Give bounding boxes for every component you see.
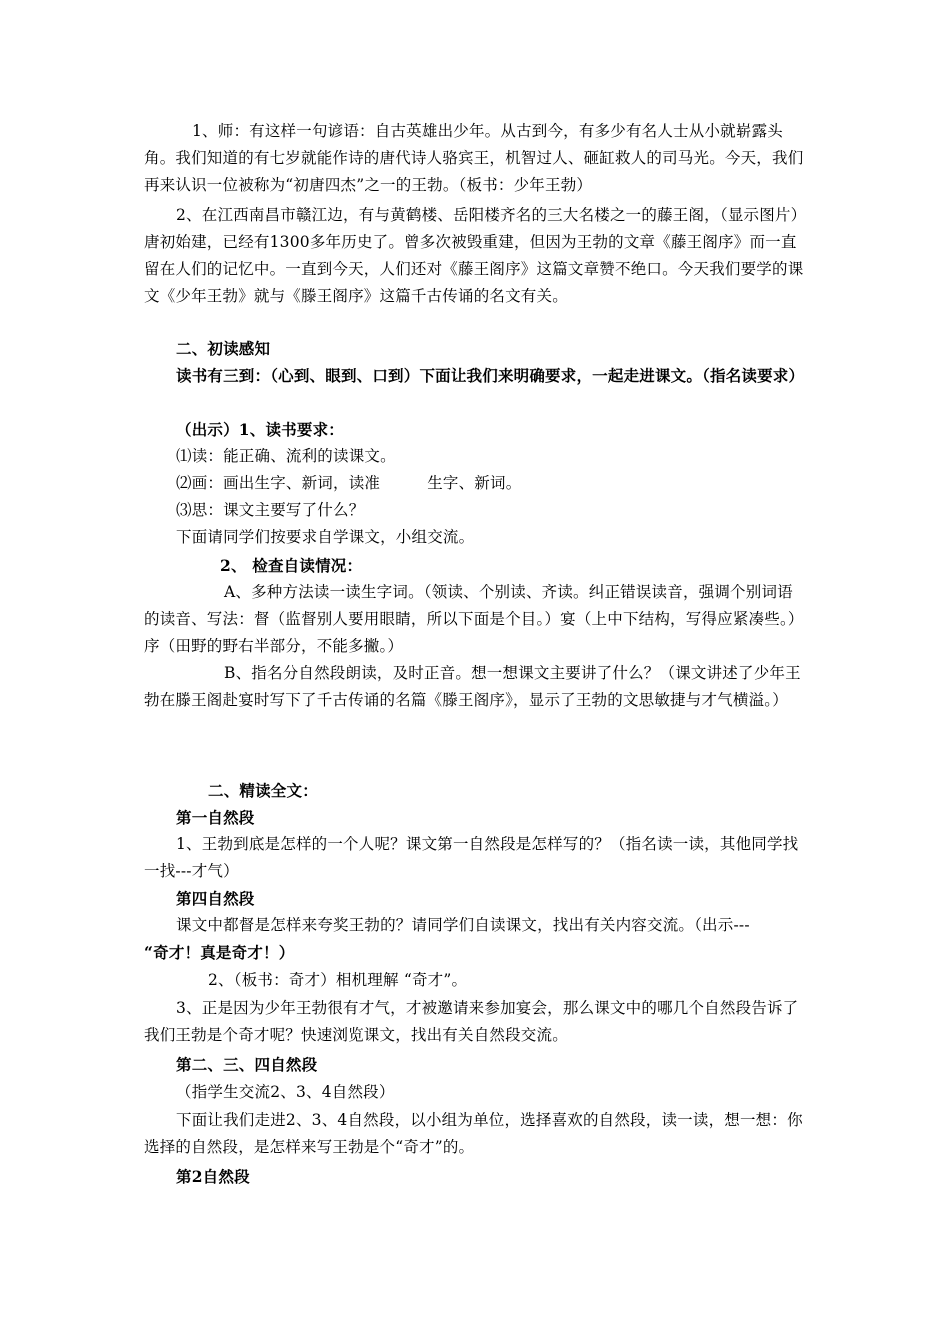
paragraph-one-question: 1、王勃到底是怎样的一个人呢？课文第一自然段是怎样写的？（指名读一读，其他同学找一找---才气） <box>144 835 799 880</box>
group-reading-instruction: 下面让我们走进2、3、4自然段，以小组为单位，选择喜欢的自然段，读一读，想一想：你选择的自然段，是怎样来写王勃是个“奇才”的。 <box>144 1111 803 1156</box>
requirement-mark: ⑵画：画出生字、新词，读准 生字、新词。 <box>176 474 522 492</box>
genius-quote: “奇才！真是奇才！） <box>144 943 295 962</box>
step-a-paragraph: A、多种方法读一读生字词。（领读、个别读、齐读。纠正错误读音，强调个别词语的读音、写法：督（监督别人要用眼睛，所以下面是个目。）宴（上中下结构，写得应紧凑些。）序（田野的野右半部分，不能多撇。） <box>144 583 804 655</box>
paragraphs-exchange-note: （指学生交流2、3、4自然段） <box>176 1083 395 1101</box>
requirement-think: ⑶思：课文主要写了什么？ <box>176 501 365 519</box>
intro-paragraph-1: 1、师：有这样一句谚语：自古英雄出少年。从古到今，有多少有名人士从小就崭露头角。我们知道的有七岁就能作诗的唐代诗人骆宾王，机智过人、砸缸救人的司马光。今天，我们再来认识一位被称为“初唐四杰”之一的王勃。（板书：少年王勃） <box>144 122 804 194</box>
self-study-instruction: 下面请同学们按要求自学课文，小组交流。 <box>176 528 475 546</box>
paragraph-one-title: 第一自然段 <box>176 808 255 827</box>
section-heading-close-reading: 二、精读全文： <box>208 781 318 800</box>
requirement-read: ⑴读：能正确、流利的读课文。 <box>176 447 396 465</box>
reading-requirements-title: （出示）1、读书要求： <box>176 420 344 439</box>
paragraphs-two-three-four-title: 第二、三、四自然段 <box>176 1055 318 1074</box>
question-three-paragraph: 3、正是因为少年王勃很有才气，才被邀请来参加宴会，那么课文中的哪几个自然段告诉了我们王勃是个奇才呢？快速浏览课文，找出有关自然段交流。 <box>144 999 799 1044</box>
paragraph-four-question: 课文中都督是怎样来夸奖王勃的？请同学们自读课文，找出有关内容交流。（出示--- <box>176 916 750 934</box>
paragraph-four-title: 第四自然段 <box>176 889 255 908</box>
genius-explanation-step: 2、（板书：奇才）相机理解 “奇才”。 <box>208 971 468 989</box>
step-b-paragraph: B、指名分自然段朗读，及时正音。想一想课文主要讲了什么？（课文讲述了少年王勃在滕王阁赴宴时写下了千古传诵的名篇《滕王阁序》，显示了王勃的文思敏捷与才气横溢。） <box>144 664 801 709</box>
paragraph-two-title: 第2自然段 <box>176 1167 250 1186</box>
reading-lead-paragraph: 读书有三到：（心到、眼到、口到）下面让我们来明确要求，一起走进课文。（指名读要求） <box>176 366 805 385</box>
section-heading-first-reading: 二、初读感知 <box>176 339 271 358</box>
check-self-reading-title: 2、 检查自读情况： <box>220 556 363 575</box>
intro-paragraph-2: 2、在江西南昌市赣江边，有与黄鹤楼、岳阳楼齐名的三大名楼之一的藤王阁，（显示图片）唐初始建，已经有1300多年历史了。曾多次被毁重建，但因为王勃的文章《藤王阁序》而一直留在人们的记忆中。一直到今天，人们还对《藤王阁序》这篇文章赞不绝口。今天我们要学的课文《少年王勃》就与《滕王阁序》这篇千古传诵的名文有关。 <box>144 206 807 305</box>
